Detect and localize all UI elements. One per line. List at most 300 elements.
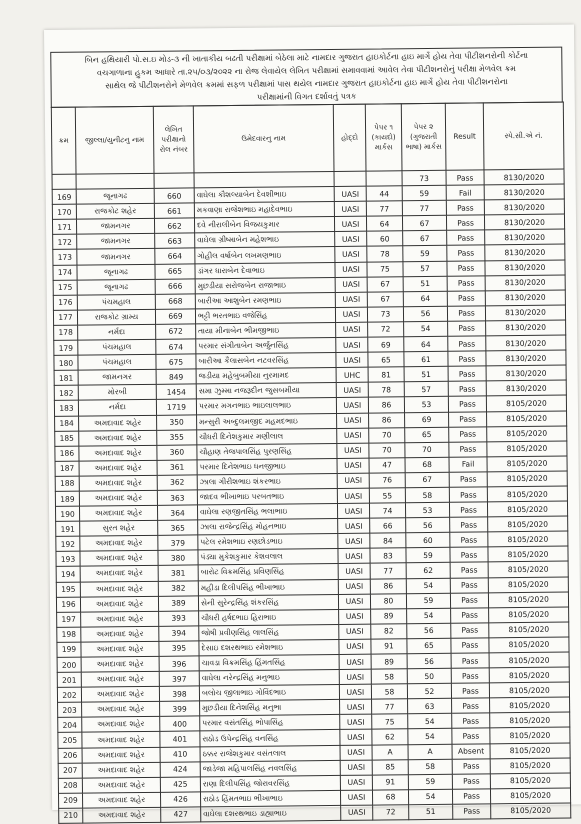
cell-paper1: 69: [368, 337, 404, 352]
cell-name: તાયા મીનાબેન ભીમજીભાઇ: [196, 322, 336, 339]
cell-roll: 849: [156, 369, 196, 385]
cell-roll: 668: [155, 294, 195, 310]
cell-paper1: 78: [368, 382, 404, 397]
cell-post: UASI: [336, 382, 368, 397]
cell-post: UASI: [335, 262, 367, 277]
cell-sr: 171: [52, 219, 76, 234]
cell-ref: 8130/2020: [485, 260, 565, 276]
cell-post: UASI: [334, 186, 366, 201]
cell-result: Pass: [452, 789, 490, 804]
cell-name: દેસાઇ દશરથભાઇ રમેશભાઇ: [199, 639, 339, 656]
cell-sr: 202: [57, 687, 81, 702]
cell-post: UHC: [336, 367, 368, 382]
cell-result: Pass: [451, 653, 489, 668]
cell-ref: 8105/2020: [488, 516, 568, 532]
header-line: સાથેલ જે પીટીશનરોને મેળવેલ ક્રમમાં સફળ પરીક્ષામાં પાસ થયેલ નામદાર ગુજરાત હાઇકોર્ટના હાઇ માર્ગે હોય તેવા પીટીશનરોના: [105, 77, 508, 91]
cell-sr: 196: [56, 597, 80, 612]
cell-district: અમદાવાદ શહેર: [82, 777, 160, 793]
cell-sr: 189: [55, 491, 79, 506]
cell-district: જામનગર: [76, 219, 154, 235]
col-header-result: Result: [445, 103, 484, 170]
cell-name: સમા ઝુમ્મા નજરૂદીન જુસબમીયા: [196, 383, 336, 400]
cell-result: Pass: [449, 426, 487, 441]
cell-roll: 364: [157, 505, 197, 521]
cell-name: વાઘેલા ગ્રીષ્માબેન મહેશભાઇ: [195, 232, 335, 249]
cell-ref: 8130/2020: [484, 199, 564, 215]
cell-sr: 180: [54, 355, 78, 370]
cell-sr: 184: [55, 416, 79, 431]
cell-name: બારીઆ કૈલાસબેન નટવરસિંહ: [196, 353, 336, 370]
cell-paper1: 72: [368, 322, 404, 337]
cell-post: UASI: [340, 775, 372, 790]
cell-ref: 8105/2020: [488, 531, 568, 547]
cell-result: Pass: [452, 759, 490, 774]
cell-sr: 194: [56, 567, 80, 582]
cell-paper2: 51: [404, 367, 448, 383]
cell-paper1: 89: [371, 608, 407, 623]
cell-name: મુછડીયા દિનેશસિંહ મનુભા: [200, 700, 340, 717]
cell-paper1: 83: [370, 548, 406, 563]
cell-district: જામનગર: [78, 370, 156, 386]
cell-result: Pass: [448, 351, 486, 366]
cell-roll: 425: [160, 777, 200, 793]
cell-ref: 8105/2020: [487, 471, 567, 487]
cell-ref: 8105/2020: [489, 682, 569, 698]
cell-paper1: 44: [366, 186, 402, 201]
cell-paper2: 59: [406, 593, 450, 609]
cell-district: અમદાવાદ શહેર: [82, 762, 160, 778]
cell-post: UASI: [340, 714, 372, 729]
cell-post: UASI: [340, 790, 372, 805]
cell-name: જાદવ ભીખાભાઇ પરબતભાઇ: [197, 488, 337, 505]
cell-result: Absent: [452, 743, 490, 758]
cell-roll: 1454: [156, 384, 196, 400]
cell-paper1: 65: [368, 352, 404, 367]
cell-post: UASI: [335, 247, 367, 262]
cell-paper2: 56: [407, 623, 451, 639]
cell-paper1: 74: [369, 503, 405, 518]
cell-post: UASI: [340, 730, 372, 745]
cell-result: Pass: [450, 593, 488, 608]
cell-ref: 8105/2020: [489, 622, 569, 638]
cell-post: UASI: [338, 594, 370, 609]
cell-paper2: 52: [407, 683, 451, 699]
cell-result: Pass: [450, 562, 488, 577]
cell-district: રાજકોટ ગ્રામ્ય: [77, 309, 155, 325]
cell-result: Pass: [446, 215, 484, 230]
cell-result: Pass: [452, 713, 490, 728]
cell-district: અમદાવાદ શહેર: [81, 656, 159, 672]
cell-paper1: [366, 171, 402, 186]
cell-sr: 204: [58, 718, 82, 733]
cell-result: Pass: [451, 623, 489, 638]
cell-roll: 664: [155, 248, 195, 264]
cell-paper1: 62: [372, 729, 408, 744]
cell-roll: 350: [157, 414, 197, 430]
cell-post: UASI: [337, 428, 369, 443]
cell-name: પરમાર દિનેશભાઇ ધનજીભાઇ: [197, 458, 337, 475]
cell-paper1: 82: [371, 624, 407, 639]
cell-district: અમદાવાદ શહેર: [82, 747, 160, 763]
cell-name: બલોચ જીલાભાઇ ગોવિંદભાઇ: [199, 685, 339, 702]
cell-roll: 672: [156, 324, 196, 340]
cell-paper1: 75: [367, 261, 403, 276]
cell-name: પટેલ રમેશભાઇ રણછોડભાઇ: [198, 534, 338, 551]
cell-roll: 675: [156, 354, 196, 370]
cell-district: અમદાવાદ શહેર: [82, 732, 160, 748]
cell-sr: 208: [58, 778, 82, 793]
cell-sr: 192: [56, 536, 80, 551]
cell-sr: 198: [57, 627, 81, 642]
cell-district: રાજકોટ શહેર: [76, 204, 154, 220]
cell-name: ડાંગર ધારાબેન દેવાભાઇ: [195, 262, 335, 279]
cell-result: Pass: [446, 170, 484, 185]
cell-result: Pass: [447, 276, 485, 291]
cell-post: UASI: [339, 624, 371, 639]
cell-roll: 400: [160, 716, 200, 732]
cell-paper1: 91: [372, 774, 408, 789]
cell-paper2: 53: [405, 502, 449, 518]
cell-district: અમદાવાદ શહેર: [80, 551, 158, 567]
cell-paper1: 77: [372, 699, 408, 714]
cell-post: UASI: [336, 398, 368, 413]
cell-ref: 8105/2020: [487, 486, 567, 502]
cell-sr: 174: [53, 265, 77, 280]
cell-ref: 8105/2020: [490, 773, 570, 789]
cell-name: ચૌહાણ તેજપાલસિંહ પુરણસિંહ: [197, 443, 337, 460]
cell-district: અમદાવાદ શહેર: [79, 490, 157, 506]
cell-roll: 399: [160, 701, 200, 717]
cell-district: અમદાવાદ શહેર: [81, 671, 159, 687]
cell-roll: 661: [154, 203, 194, 219]
cell-ref: 8105/2020: [490, 788, 570, 804]
cell-paper1: 77: [370, 563, 406, 578]
header-line: પરીક્ષામાંની વિગત દર્શાવતું પત્રક: [256, 91, 357, 102]
cell-district: નર્મદા: [78, 400, 156, 416]
cell-paper2: 67: [402, 216, 446, 232]
cell-name: ઝાલા રાજેન્દ્રસિંહ મોહનભાઇ: [198, 519, 338, 536]
cell-name: બારોટ વિક્રમસિંહ પ્રવિણસિંહ: [198, 564, 338, 581]
cell-paper1: 64: [366, 216, 402, 231]
cell-ref: 8105/2020: [488, 577, 568, 593]
cell-roll: 398: [159, 686, 199, 702]
cell-post: UASI: [336, 322, 368, 337]
cell-paper1: 86: [368, 397, 404, 412]
cell-paper1: 47: [369, 458, 405, 473]
cell-paper1: 67: [367, 276, 403, 291]
cell-district: [76, 173, 154, 189]
cell-name: ઝાલા ગીરીશભાઇ શંકરભાઇ: [197, 473, 337, 490]
cell-post: UASI: [335, 292, 367, 307]
cell-ref: 8130/2020: [486, 365, 566, 381]
cell-ref: 8130/2020: [485, 305, 565, 321]
cell-ref: 8105/2020: [487, 441, 567, 457]
cell-result: Pass: [448, 381, 486, 396]
cell-name: જોષી પ્રવીણસિંહ લાલસિંહ: [199, 624, 339, 641]
cell-paper2: 77: [402, 200, 446, 216]
cell-sr: 178: [54, 325, 78, 340]
cell-name: પરમાર સંગીતાબેન અર્જુનસિંહ: [196, 337, 336, 354]
cell-paper2: 60: [406, 533, 450, 549]
cell-post: UASI: [337, 488, 369, 503]
cell-name: સેની સુરેન્દ્રસિંહ શંકરસિંહ: [198, 594, 338, 611]
cell-paper2: 59: [403, 246, 447, 262]
cell-name: પરમાર મગનભાઇ ભાઇલાલભાઇ: [196, 398, 336, 415]
cell-sr: 206: [58, 748, 82, 763]
cell-ref: 8105/2020: [490, 728, 570, 744]
cell-paper2: 65: [407, 638, 451, 654]
cell-result: Pass: [449, 411, 487, 426]
cell-sr: [52, 174, 76, 189]
cell-district: અમદાવાદ શહેર: [80, 566, 158, 582]
cell-paper2: 58: [405, 487, 449, 503]
cell-sr: 169: [52, 189, 76, 204]
cell-paper1: 81: [368, 367, 404, 382]
document-page: [44, 24, 581, 821]
cell-paper1: 60: [367, 231, 403, 246]
cell-paper2: 65: [405, 427, 449, 443]
document-header: [50, 47, 563, 108]
cell-sr: 183: [54, 401, 78, 416]
cell-result: Pass: [448, 366, 486, 381]
cell-roll: 424: [160, 762, 200, 778]
cell-district: અમદાવાદ શહેર: [80, 596, 158, 612]
cell-result: Fail: [449, 457, 487, 472]
cell-ref: 8130/2020: [485, 229, 565, 245]
cell-name: મન્સુરી અબ્દુલમજીદ મહમદભાઇ: [197, 413, 337, 430]
cell-ref: 8130/2020: [484, 184, 564, 200]
cell-district: અમદાવાદ શહેર: [80, 581, 158, 597]
cell-post: UASI: [340, 760, 372, 775]
cell-sr: 203: [58, 702, 82, 717]
col-header-sr: ક્રમ: [51, 107, 76, 174]
cell-post: UASI: [334, 216, 366, 231]
cell-paper2: 68: [405, 457, 449, 473]
cell-ref: 8105/2020: [488, 546, 568, 562]
cell-district: અમદાવાદ શહેર: [79, 430, 157, 446]
cell-post: UASI: [336, 352, 368, 367]
col-header-roll: લેખિત પરીક્ષાનો રોલ નંબર: [153, 106, 194, 173]
col-header-name: ઉમેદવારનુ નામ: [193, 104, 334, 172]
cell-result: Pass: [447, 306, 485, 321]
cell-paper2: 54: [406, 578, 450, 594]
cell-name: જડીયા મહેબુબમીયા નુરમામદ: [196, 368, 336, 385]
cell-ref: 8105/2020: [490, 743, 570, 759]
cell-post: UASI: [338, 533, 370, 548]
cell-sr: 188: [55, 476, 79, 491]
cell-district: અમદાવાદ શહેર: [83, 807, 161, 823]
cell-roll: 382: [158, 580, 198, 596]
cell-roll: 355: [157, 430, 197, 446]
cell-paper2: 59: [408, 774, 452, 790]
cell-post: [334, 171, 366, 186]
cell-ref: 8105/2020: [487, 411, 567, 427]
cell-result: Pass: [451, 683, 489, 698]
cell-post: UASI: [341, 805, 373, 820]
cell-roll: 674: [156, 339, 196, 355]
cell-paper2: 61: [404, 351, 448, 367]
cell-district: અમદાવાદ શહેર: [82, 702, 160, 718]
cell-result: Pass: [450, 532, 488, 547]
cell-paper1: 77: [366, 201, 402, 216]
cell-roll: 395: [159, 641, 199, 657]
cell-post: UASI: [334, 201, 366, 216]
cell-roll: 379: [158, 535, 198, 551]
cell-result: Pass: [450, 577, 488, 592]
cell-roll: 662: [154, 218, 194, 234]
table-body: [52, 169, 571, 823]
col-header-district: જીલ્લા/યુનીટનુ નામ: [75, 106, 154, 174]
cell-result: Pass: [449, 502, 487, 517]
results-table: [51, 102, 571, 824]
cell-result: Pass: [452, 774, 490, 789]
cell-sr: 182: [54, 385, 78, 400]
cell-ref: 8105/2020: [486, 395, 566, 411]
cell-result: Pass: [451, 668, 489, 683]
cell-paper2: 69: [405, 412, 449, 428]
cell-paper2: 64: [403, 291, 447, 307]
cell-paper1: 58: [371, 669, 407, 684]
cell-sr: 185: [55, 431, 79, 446]
cell-district: અમદાવાદ શહેર: [81, 687, 159, 703]
cell-paper1: 55: [369, 488, 405, 503]
cell-paper2: 67: [405, 472, 449, 488]
cell-post: UASI: [339, 684, 371, 699]
cell-district: જામનગર: [77, 249, 155, 265]
cell-sr: 201: [57, 672, 81, 687]
cell-name: ચૌધરી હર્ષદભાઇ હિરાભાઇ: [199, 609, 339, 626]
cell-post: UASI: [337, 458, 369, 473]
cell-roll: 381: [158, 565, 198, 581]
cell-sr: 177: [53, 310, 77, 325]
cell-sr: 209: [58, 793, 82, 808]
cell-district: મોરબી: [78, 385, 156, 401]
cell-name: પરમાર વસંતસિંહ ભોપાસિંહ: [200, 715, 340, 732]
cell-name: [194, 171, 334, 188]
cell-paper2: 59: [402, 185, 446, 201]
cell-paper1: 73: [367, 307, 403, 322]
cell-post: UASI: [339, 609, 371, 624]
cell-ref: 8105/2020: [489, 667, 569, 683]
cell-result: Fail: [446, 185, 484, 200]
cell-result: Pass: [446, 200, 484, 215]
cell-post: UASI: [337, 503, 369, 518]
cell-roll: 666: [155, 279, 195, 295]
cell-ref: 8105/2020: [488, 592, 568, 608]
cell-paper1: 70: [369, 427, 405, 442]
cell-name: ચૌધરી દિનેશકુમાર મણીલાલ: [197, 428, 337, 445]
cell-paper2: 56: [406, 517, 450, 533]
cell-result: Pass: [447, 260, 485, 275]
cell-name: વાઘેલા નરેન્દ્રસિંહ મનુભાઇ: [199, 670, 339, 687]
cell-paper1: 67: [367, 292, 403, 307]
cell-post: UASI: [338, 564, 370, 579]
cell-name: રાઠોડ હિંમતભાઇ ભીખાભાઇ: [200, 790, 340, 807]
cell-result: Pass: [453, 804, 491, 819]
cell-paper1: 78: [367, 246, 403, 261]
cell-paper2: 58: [408, 759, 452, 775]
cell-ref: 8130/2020: [485, 275, 565, 291]
cell-ref: 8130/2020: [485, 290, 565, 306]
cell-result: Pass: [448, 321, 486, 336]
col-header-ref: સ્પે.સી.એ નં.: [483, 102, 564, 170]
cell-district: નર્મદા: [78, 324, 156, 340]
cell-result: Pass: [450, 547, 488, 562]
cell-roll: 426: [160, 792, 200, 808]
cell-paper1: A: [372, 744, 408, 759]
cell-post: UASI: [337, 473, 369, 488]
cell-name: દવે નીરાલીબેન વિજયકુમાર: [194, 217, 334, 234]
cell-paper1: 84: [370, 533, 406, 548]
cell-name: વાઘેલા રણજીતસિંહ ભલાભાઇ: [197, 504, 337, 521]
cell-paper2: 64: [404, 336, 448, 352]
cell-name: રાણા દિલીપસિંહ જોરાવરસિંહ: [200, 775, 340, 792]
cell-name: બારીઆ આશુબેન રમણભાઇ: [195, 292, 335, 309]
cell-ref: 8105/2020: [487, 426, 567, 442]
cell-roll: [154, 173, 194, 189]
cell-post: UASI: [339, 669, 371, 684]
cell-result: Pass: [447, 245, 485, 260]
cell-paper1: 86: [369, 412, 405, 427]
cell-sr: 170: [52, 204, 76, 219]
cell-district: અમદાવાદ શહેર: [81, 611, 159, 627]
cell-result: Pass: [451, 608, 489, 623]
cell-roll: 663: [155, 233, 195, 249]
cell-sr: 200: [57, 657, 81, 672]
cell-name: વાઘેલા દશરથભાઇ ડાહ્યાભાઇ: [201, 805, 341, 822]
cell-result: Pass: [448, 336, 486, 351]
cell-paper2: 56: [407, 653, 451, 669]
cell-district: જૂનાગઢ: [76, 188, 154, 204]
cell-paper2: 57: [404, 382, 448, 398]
cell-post: UASI: [338, 548, 370, 563]
cell-sr: 197: [57, 612, 81, 627]
cell-district: અમદાવાદ શહેર: [82, 792, 160, 808]
cell-district: પંચમહાલ: [77, 294, 155, 310]
cell-ref: 8130/2020: [486, 380, 566, 396]
cell-roll: 410: [160, 746, 200, 762]
cell-district: અમદાવાદ શહેર: [79, 505, 157, 521]
cell-paper2: 54: [408, 789, 452, 805]
cell-sr: 186: [55, 446, 79, 461]
cell-paper2: A: [408, 744, 452, 760]
cell-ref: 8105/2020: [489, 637, 569, 653]
cell-sr: 207: [58, 763, 82, 778]
cell-sr: 173: [53, 250, 77, 265]
cell-paper2: 50: [407, 668, 451, 684]
cell-name: ઠક્કર રાજેશકુમાર વસંતલાલ: [200, 745, 340, 762]
cell-paper2: 62: [406, 563, 450, 579]
cell-paper2: 67: [403, 231, 447, 247]
cell-paper1: 66: [370, 518, 406, 533]
cell-roll: 363: [157, 490, 197, 506]
cell-paper2: 73: [402, 170, 446, 186]
cell-name: મહીડા દિલીપસિંહ ભીખાભાઇ: [198, 579, 338, 596]
cell-post: UASI: [338, 518, 370, 533]
cell-sr: 181: [54, 370, 78, 385]
cell-sr: 187: [55, 461, 79, 476]
cell-paper1: 58: [371, 684, 407, 699]
cell-roll: 665: [155, 263, 195, 279]
cell-name: ગોહીલ વર્ષાબેન લખમણભાઇ: [195, 247, 335, 264]
cell-name: ચાવડા વિક્રમસિંહ હિંમતસિંહ: [199, 654, 339, 671]
cell-district: સુરત શહેર: [80, 520, 158, 536]
col-header-post: હોદ્દો: [333, 104, 366, 171]
cell-post: UASI: [338, 579, 370, 594]
cell-roll: 427: [161, 807, 201, 823]
cell-district: અમદાવાદ શહેર: [79, 445, 157, 461]
cell-district: અમદાવાદ શહેર: [82, 717, 160, 733]
